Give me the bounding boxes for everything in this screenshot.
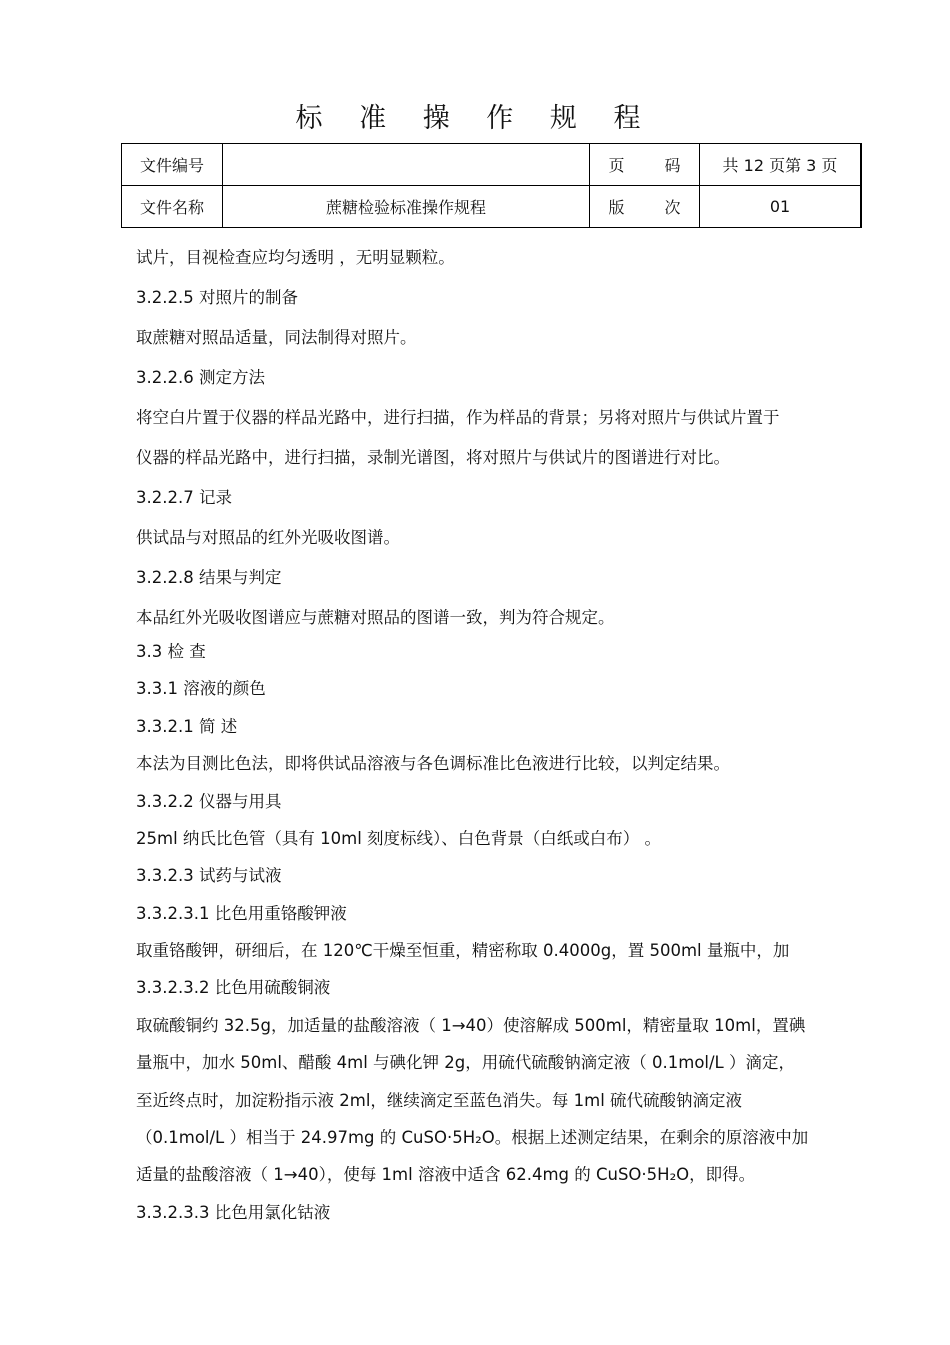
body-line: 试片，目视检查应均匀透明 ，无明显颗粒。 [136, 248, 455, 267]
section-heading: 3.3.2.3.1 比色用重铬酸钾液 [136, 904, 347, 923]
body-line: 25ml 纳氏比色管（具有 10ml 刻度标线）、白色背景（白纸或白布） 。 [136, 829, 662, 848]
section-heading: 3.2.2.6 测定方法 [136, 368, 265, 387]
version-label-b: 次 [664, 198, 681, 217]
body-line: 取重铬酸钾，研细后，在 120℃干燥至恒重，精密称取 0.4000g，置 500ml 量瓶中，加 [136, 941, 790, 960]
body-line: 适量的盐酸溶液（ 1→40），使每 1ml 溶液中适含 62.4mg 的 CuSO·5H₂O，即得。 [136, 1165, 756, 1184]
body-line: 量瓶中，加水 50ml、醋酸 4ml 与碘化钾 2g，用硫代硫酸钠滴定液（ 0.1mol/L ）滴定， [136, 1053, 795, 1072]
version-value: 01 [700, 186, 862, 228]
section-heading: 3.3 检 查 [136, 642, 206, 661]
body-line: 将空白片置于仪器的样品光路中，进行扫描，作为样品的背景；另将对照片与供试片置于 [136, 408, 780, 427]
version-label [590, 186, 700, 228]
doc-number-label: 文件编号 [122, 144, 223, 186]
header-row-2 [122, 186, 862, 228]
body-line: 仪器的样品光路中，进行扫描，录制光谱图，将对照片与供试片的图谱进行对比。 [136, 448, 730, 467]
version-label-a: 版 [608, 198, 625, 217]
body-line: 取蔗糖对照品适量，同法制得对照片。 [136, 328, 417, 347]
section-heading: 3.3.1 溶液的颜色 [136, 679, 266, 698]
section-heading: 3.2.2.5 对照片的制备 [136, 288, 298, 307]
section-heading: 3.3.2.3.2 比色用硫酸铜液 [136, 978, 331, 997]
section-heading: 3.3.2.1 简 述 [136, 717, 238, 736]
doc-name-value: 蔗糖检验标准操作规程 [223, 186, 590, 228]
body-line: 取硫酸铜约 32.5g，加适量的盐酸溶液（ 1→40）使溶解成 500ml，精密量取 10ml，置碘 [136, 1016, 806, 1035]
doc-name-label: 文件名称 [122, 186, 223, 228]
page-label-a: 页 [608, 156, 625, 175]
document-header-table [121, 143, 862, 228]
section-heading: 3.3.2.3.3 比色用氯化钴液 [136, 1203, 331, 1222]
page-label [590, 144, 700, 186]
body-line: 本法为目测比色法，即将供试品溶液与各色调标准比色液进行比较，以判定结果。 [136, 754, 730, 773]
section-heading: 3.3.2.2 仪器与用具 [136, 792, 282, 811]
page-label-b: 码 [664, 156, 681, 175]
section-heading: 3.2.2.7 记录 [136, 488, 232, 507]
body-line: （0.1mol/L ）相当于 24.97mg 的 CuSO·5H₂O。根据上述测定结果，在剩余的原溶液中加 [136, 1128, 809, 1147]
header-row-1 [122, 144, 862, 186]
page-value: 共 12 页第 3 页 [700, 144, 862, 186]
section-heading: 3.2.2.8 结果与判定 [136, 568, 282, 587]
body-line: 供试品与对照品的红外光吸收图谱。 [136, 528, 400, 547]
body-line: 至近终点时，加淀粉指示液 2ml，继续滴定至蓝色消失。每 1ml 硫代硫酸钠滴定液 [136, 1091, 743, 1110]
document-title: 标 准 操 作 规 程 [295, 103, 655, 134]
section-heading: 3.3.2.3 试药与试液 [136, 866, 282, 885]
doc-number-value [223, 144, 590, 186]
body-line: 本品红外光吸收图谱应与蔗糖对照品的图谱一致，判为符合规定。 [136, 608, 615, 627]
